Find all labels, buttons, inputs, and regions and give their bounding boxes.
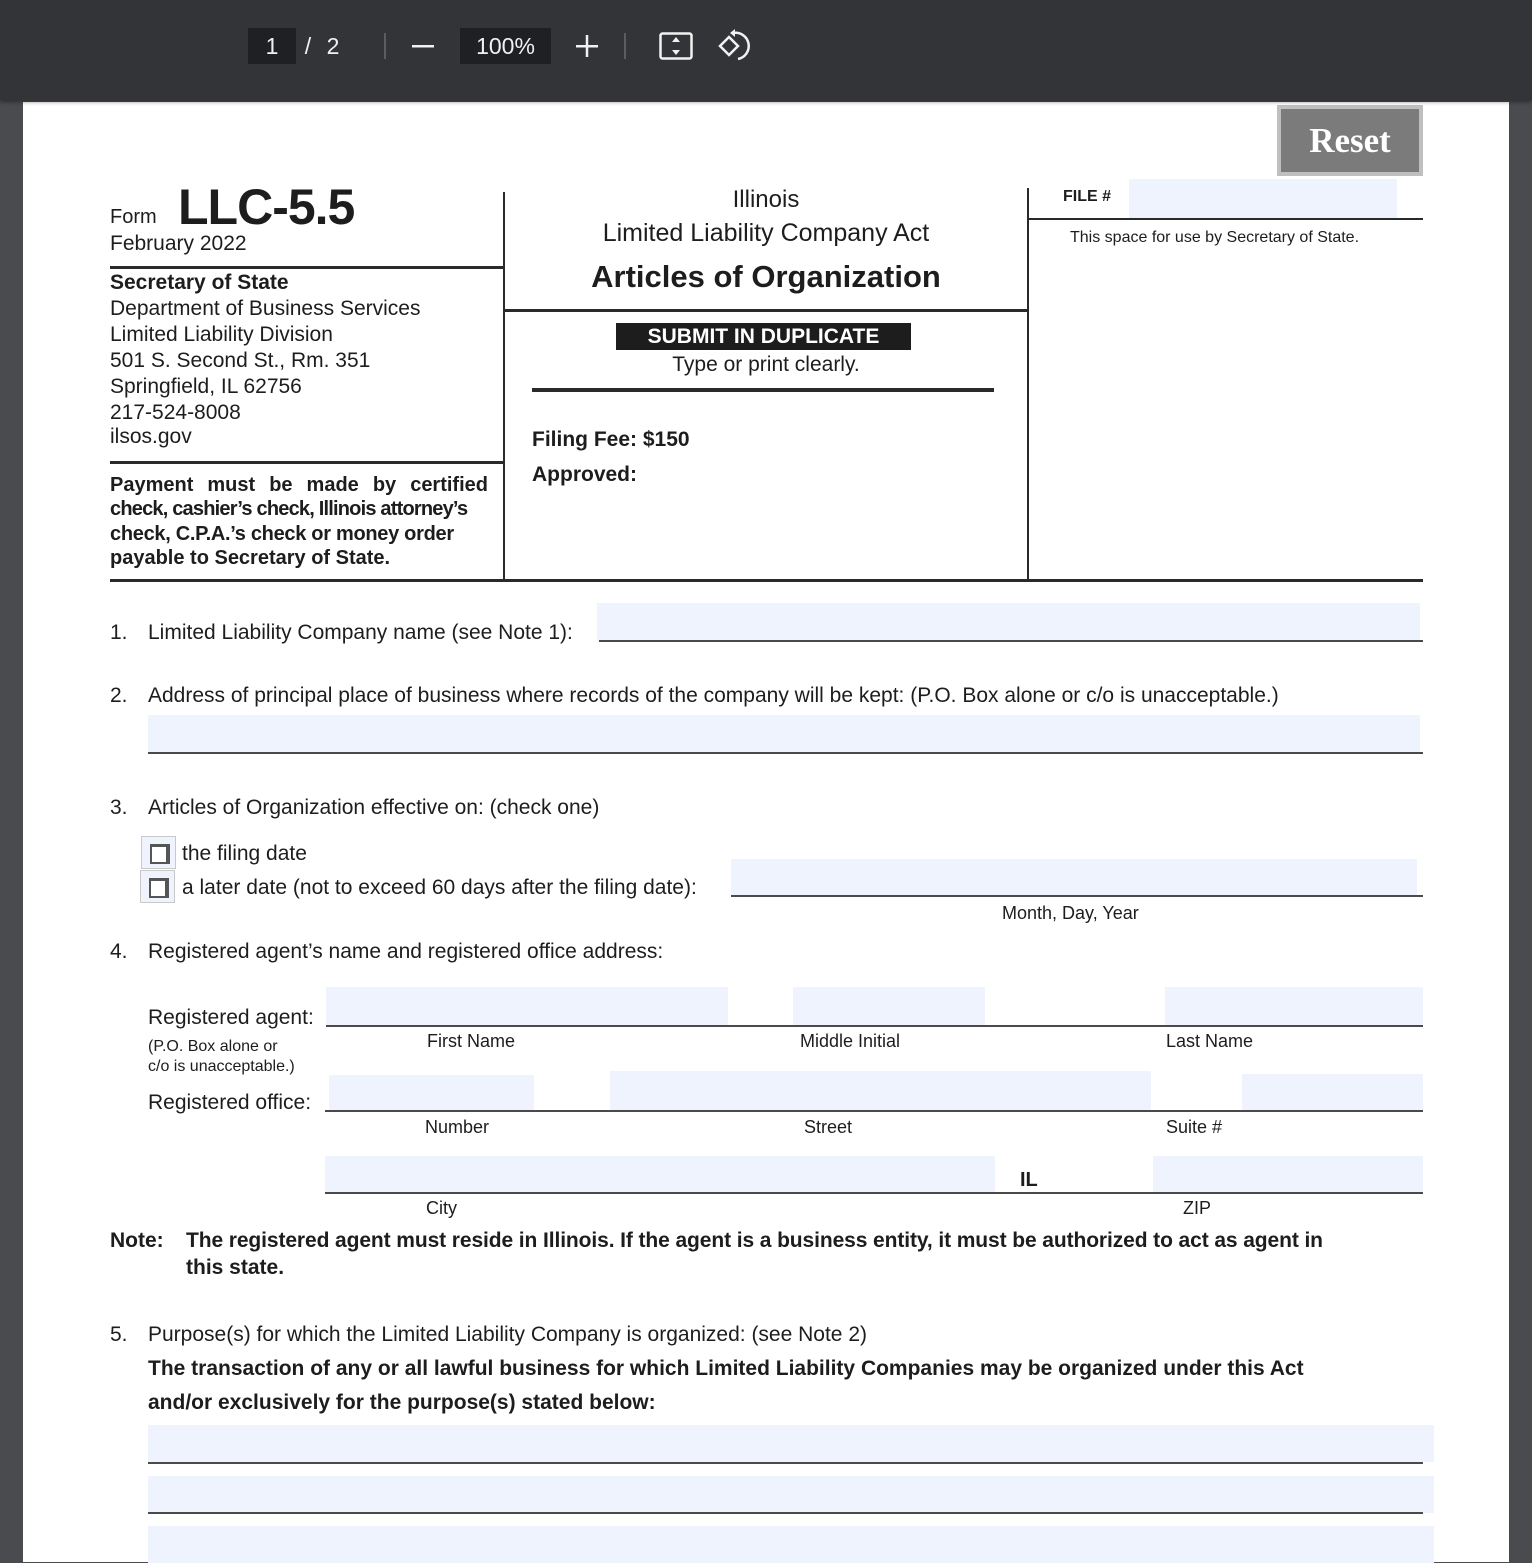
payment-note-line: payable to Secretary of State. bbox=[110, 547, 391, 569]
header-state: Illinois bbox=[732, 186, 800, 213]
underline bbox=[731, 895, 1423, 897]
toolbar-divider bbox=[384, 33, 386, 59]
agent-first-name-input[interactable] bbox=[326, 987, 728, 1025]
agency-line: 501 S. Second St., Rm. 351 bbox=[110, 349, 371, 372]
agent-note-line: (P.O. Box alone or bbox=[148, 1038, 278, 1055]
rotate-button[interactable] bbox=[714, 26, 754, 66]
zoom-out-button[interactable] bbox=[405, 28, 441, 64]
later-date-input[interactable] bbox=[731, 859, 1417, 896]
street-caption: Street bbox=[804, 1117, 853, 1137]
underline bbox=[148, 752, 1423, 754]
payment-note-line: check, cashier’s check, Illinois attorney’s bbox=[110, 498, 468, 520]
payment-note-line: Payment must be made by certified bbox=[110, 474, 488, 496]
office-city-input[interactable] bbox=[325, 1156, 995, 1193]
first-name-caption: First Name bbox=[427, 1031, 516, 1051]
agency-phone: 217-524-8008 bbox=[110, 401, 241, 424]
suite-caption: Suite # bbox=[1166, 1117, 1223, 1137]
file-number-label: FILE # bbox=[1063, 188, 1112, 205]
divider bbox=[110, 579, 1423, 582]
form-date: February 2022 bbox=[110, 232, 247, 255]
agent-last-name-input[interactable] bbox=[1165, 987, 1423, 1025]
total-pages: 2 bbox=[326, 32, 340, 59]
office-number-input[interactable] bbox=[329, 1075, 534, 1111]
underline bbox=[326, 1025, 1423, 1027]
divider bbox=[110, 266, 503, 269]
form-number: LLC-5.5 bbox=[178, 179, 355, 235]
registered-agent-heading: Registered agent’s name and registered office address: bbox=[148, 940, 664, 963]
agency-website: ilsos.gov bbox=[110, 425, 192, 448]
purpose-input-line[interactable] bbox=[148, 1425, 1434, 1462]
registered-office-label: Registered office: bbox=[148, 1091, 312, 1114]
payment-note-line: check, C.P.A.’s check or money order bbox=[110, 523, 454, 545]
note-label: Note: bbox=[110, 1229, 164, 1252]
form-title: Articles of Organization bbox=[591, 259, 941, 294]
pdf-page bbox=[23, 102, 1509, 1562]
filing-fee: Filing Fee: $150 bbox=[532, 428, 690, 451]
principal-address-input[interactable] bbox=[148, 715, 1420, 753]
divider bbox=[110, 461, 503, 464]
divider bbox=[505, 309, 1027, 312]
item-number: 1. bbox=[110, 621, 128, 644]
office-zip-input[interactable] bbox=[1153, 1156, 1423, 1193]
pdf-toolbar bbox=[0, 0, 1532, 100]
purpose-label: Purpose(s) for which the Limited Liability Company is organized: (see Note 2) bbox=[148, 1323, 867, 1346]
plus-icon bbox=[575, 34, 599, 58]
agency-line: Limited Liability Division bbox=[110, 323, 333, 346]
number-caption: Number bbox=[425, 1117, 490, 1137]
instructions: Type or print clearly. bbox=[672, 353, 860, 376]
item-number: 4. bbox=[110, 940, 128, 963]
reset-button[interactable] bbox=[1277, 105, 1423, 176]
principal-address-label: Address of principal place of business where records of the company will be kept: (P.O. Box alone or c/o is unacceptable.) bbox=[148, 684, 1279, 707]
purpose-statement: and/or exclusively for the purpose(s) stated below: bbox=[148, 1391, 656, 1414]
company-name-label: Limited Liability Company name (see Note 1): bbox=[148, 621, 573, 644]
divider bbox=[1027, 188, 1029, 581]
submit-banner: SUBMIT IN DUPLICATE bbox=[616, 323, 911, 350]
middle-initial-caption: Middle Initial bbox=[800, 1031, 901, 1051]
agent-note-line: c/o is unacceptable.) bbox=[148, 1058, 295, 1075]
file-box-note: This space for use by Secretary of State. bbox=[1070, 229, 1360, 246]
zip-caption: ZIP bbox=[1183, 1198, 1212, 1218]
later-date-caption: Month, Day, Year bbox=[1002, 903, 1139, 923]
underline bbox=[148, 1512, 1423, 1514]
city-caption: City bbox=[426, 1198, 457, 1218]
approved-label: Approved: bbox=[532, 463, 637, 486]
agency-line: Springfield, IL 62756 bbox=[110, 375, 302, 398]
agent-middle-initial-input[interactable] bbox=[793, 987, 985, 1025]
reset-button-label: Reset bbox=[1281, 109, 1419, 172]
page-number-input[interactable]: 1 bbox=[248, 28, 296, 64]
registered-agent-label: Registered agent: bbox=[148, 1006, 314, 1029]
effective-date-label: Articles of Organization effective on: (check one) bbox=[148, 796, 600, 819]
rotate-icon bbox=[716, 28, 752, 64]
office-street-input[interactable] bbox=[610, 1071, 1151, 1111]
item-number: 2. bbox=[110, 684, 128, 707]
item-number: 5. bbox=[110, 1323, 128, 1346]
fit-to-page-button[interactable] bbox=[656, 28, 696, 64]
header-act: Limited Liability Company Act bbox=[602, 219, 930, 247]
office-state-value: IL bbox=[1020, 1169, 1038, 1191]
minus-icon bbox=[411, 34, 435, 58]
toolbar-divider bbox=[624, 33, 626, 59]
divider bbox=[532, 388, 994, 392]
later-date-checkbox[interactable] bbox=[140, 870, 175, 903]
fit-to-page-icon bbox=[659, 32, 693, 60]
divider bbox=[1027, 218, 1423, 220]
purpose-statement: The transaction of any or all lawful business for which Limited Liability Companies may be organized under this Act bbox=[148, 1357, 1304, 1380]
item-number: 3. bbox=[110, 796, 128, 819]
filing-date-checkbox[interactable] bbox=[141, 836, 176, 869]
divider bbox=[503, 192, 505, 581]
form-prefix: Form bbox=[110, 206, 157, 228]
underline bbox=[325, 1192, 1423, 1194]
zoom-in-button[interactable] bbox=[569, 28, 605, 64]
office-suite-input[interactable] bbox=[1242, 1074, 1423, 1111]
agency-title: Secretary of State bbox=[110, 271, 289, 294]
purpose-input-line[interactable] bbox=[148, 1476, 1434, 1513]
purpose-input-line[interactable] bbox=[148, 1526, 1434, 1563]
last-name-caption: Last Name bbox=[1166, 1031, 1254, 1051]
filing-date-option-label: the filing date bbox=[182, 842, 307, 865]
underline bbox=[148, 1462, 1423, 1464]
file-number-input[interactable] bbox=[1129, 179, 1397, 219]
note-text: The registered agent must reside in Illinois. If the agent is a business entity, it must be authorized to act as agent in bbox=[186, 1229, 1323, 1252]
note-text: this state. bbox=[186, 1256, 285, 1279]
company-name-input[interactable] bbox=[597, 603, 1420, 641]
page-separator: / bbox=[304, 32, 312, 59]
underline bbox=[325, 1110, 1423, 1112]
zoom-level-input[interactable]: 100% bbox=[460, 28, 551, 64]
later-date-option-label: a later date (not to exceed 60 days after the filing date): bbox=[182, 876, 697, 899]
agency-line: Department of Business Services bbox=[110, 297, 421, 320]
underline bbox=[599, 640, 1423, 642]
